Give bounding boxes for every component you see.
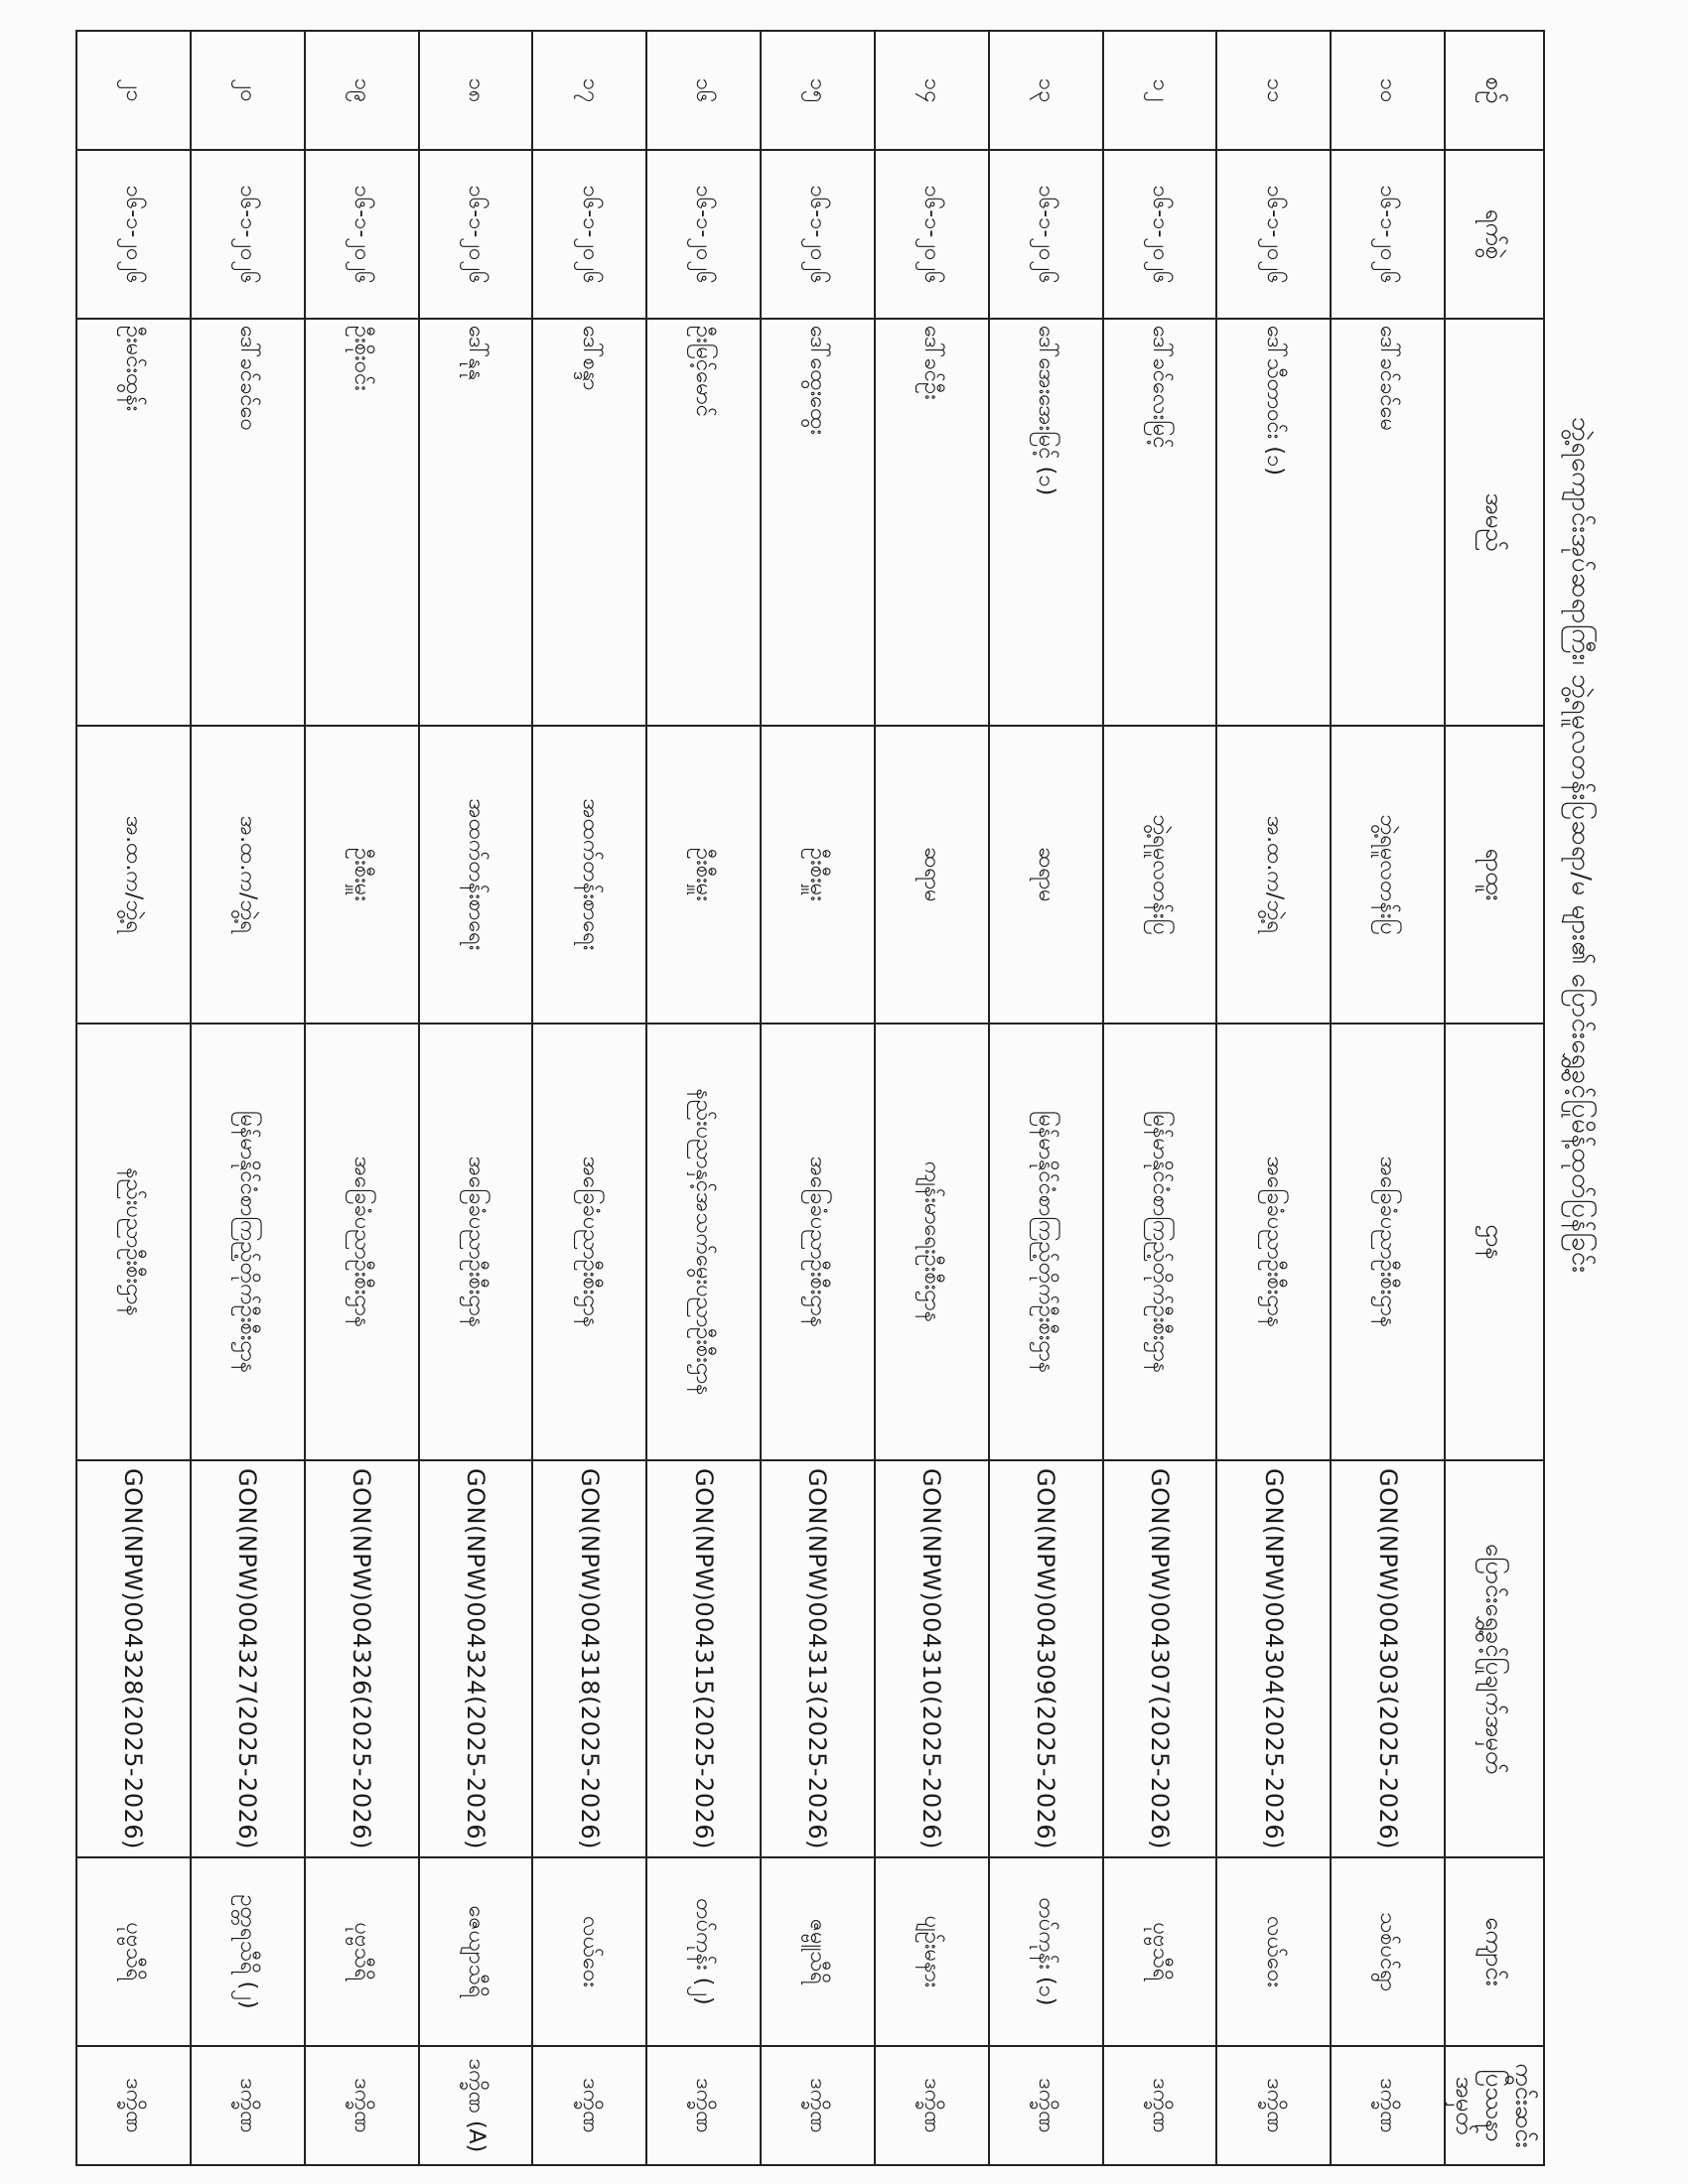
row-rank: ဦးစီးမှူး [305, 726, 419, 1024]
row-permit-number: GON(NPW)004326(2025-2026) [305, 1460, 419, 1857]
row-school: ပုဗ္ဗသီရိ [76, 1857, 191, 2046]
row-department: အခြေခံပညာဦးစီးဌာန [305, 1024, 419, 1460]
row-area: ဒက္ခိဏ [191, 2046, 305, 2165]
row-name: ဒေါ်ခင်ခင်ဝေ [191, 319, 305, 726]
row-permit-number: GON(NPW)004327(2025-2026) [191, 1460, 305, 1857]
row-name: ဒေါ်သီတာဝင်း (၁) [1216, 319, 1331, 726]
row-date: ၁၆-၁-၂၀၂၆ [646, 150, 761, 319]
row-date: ၁၆-၁-၂၀၂၆ [76, 150, 191, 319]
row-area: ဒက္ခိဏ [646, 2046, 761, 2165]
row-area: ဒက္ခိဏ [76, 2046, 191, 2165]
row-name: ဒေါ်အေးအေးမြင့် (၁) [989, 319, 1103, 726]
document-title: ဘွဲ့ရကျောင်းအုပ်ဆရာကြီး၊ ဘွဲ့ရမူလတန်းပြဆရာ/မ များ၏ ပြောင်းရွှေ့ခွင့်ပြုမိန့်ထုတ်ပြန်ခြင်း [1566, 417, 1596, 1274]
row-date: ၁၆-၁-၂၀၂၆ [761, 150, 875, 319]
row-department: အခြေခံပညာဦးစီးဌာန [1216, 1024, 1331, 1460]
row-school: ဇမ္ဗူသီရိ [761, 1857, 875, 2046]
row-rank: ဆရာမ [989, 726, 1103, 1024]
header-cell: ရာထူး [1445, 726, 1544, 1024]
row-date: ၁၆-၁-၂၀၂၆ [989, 150, 1103, 319]
table-row [1216, 31, 1331, 2165]
row-date: ၁၆-၁-၂၀၂၆ [191, 150, 305, 319]
table-row [1331, 31, 1445, 2165]
header-cell: ရက်စွဲ [1445, 150, 1544, 319]
table-row [1103, 31, 1217, 2165]
row-name: ဒေါ်ထွေးထွေး [761, 319, 875, 726]
table-row [875, 31, 989, 2165]
row-department: နည်းပညာနှင့်အသက်မွေးပညာဦးစီးဌာန [646, 1024, 761, 1460]
row-rank: အ.ထ.က/ဘွဲ့ရ [191, 726, 305, 1024]
row-department: နည်းပညာဦးစီးဌာန [76, 1024, 191, 1460]
row-school: ပုဗ္ဗသီရိ [305, 1857, 419, 2046]
row-school: သစ်ပင်ရွာ [1331, 1857, 1445, 2046]
row-rank: အထက်တန်းစာရေး [419, 726, 533, 1024]
row-permit-number: GON(NPW)004307(2025-2026) [1103, 1460, 1217, 1857]
row-school: ပျဉ်းမနား [875, 1857, 989, 2046]
table-row [191, 31, 305, 2165]
row-permit-number: GON(NPW)004318(2025-2026) [532, 1460, 646, 1857]
row-rank: အ.ထ.က/ဘွဲ့ရ [76, 726, 191, 1024]
row-rank: ဘွဲ့ရမူလတန်းပြ [1331, 726, 1445, 1024]
row-name: ဦးမြင့်မောင် [646, 319, 761, 726]
row-department: အခြေခံပညာဦးစီးဌာန [419, 1024, 533, 1460]
row-number: ၁၈ [419, 31, 533, 150]
row-permit-number: GON(NPW)004313(2025-2026) [761, 1460, 875, 1857]
row-date: ၁၆-၁-၂၀၂၆ [1216, 150, 1331, 319]
row-permit-number: GON(NPW)004324(2025-2026) [419, 1460, 533, 1857]
row-department: အခြေခံပညာဦးစီးဌာန [761, 1024, 875, 1460]
row-school: လယ်ဝေး [1216, 1857, 1331, 2046]
table-row [419, 31, 533, 2165]
header-row [1445, 31, 1544, 2165]
transfer-table [75, 30, 1545, 2166]
row-rank: ဦးစီးမှူး [646, 726, 761, 1024]
row-permit-number: GON(NPW)004315(2025-2026) [646, 1460, 761, 1857]
row-name: ဦးမင်းထွန်း [76, 319, 191, 726]
row-department: မြန်မာနိုင်ငံစာကြည့်တိုက်ဦးစီးဌာန [191, 1024, 305, 1460]
table-row [761, 31, 875, 2165]
row-number: ၁၁ [1216, 31, 1331, 150]
row-permit-number: GON(NPW)004309(2025-2026) [989, 1460, 1103, 1857]
row-rank: အထက်တန်းစာရေး [532, 726, 646, 1024]
row-number: ၁၇ [532, 31, 646, 150]
row-permit-number: GON(NPW)004303(2025-2026) [1331, 1460, 1445, 1857]
row-department: မြန်မာနိုင်ငံစာကြည့်တိုက်ဦးစီးဌာန [989, 1024, 1103, 1460]
row-department: ကျန်းမာရေးဦးစီးဌာန [875, 1024, 989, 1460]
header-cell: ကွင်းဆင်းပြဿနာအမှတ် [1445, 2046, 1544, 2165]
row-school: ပုဗ္ဗသီရိ [1103, 1857, 1217, 2046]
row-rank: အ.ထ.က/ဘွဲ့ရ [1216, 726, 1331, 1024]
row-area: ဒက္ခိဏ [875, 2046, 989, 2165]
table-row [76, 31, 191, 2165]
row-area: ဒက္ခိဏ (A) [419, 2046, 533, 2165]
row-number: ၁၆ [646, 31, 761, 150]
row-number: ၂၁ [76, 31, 191, 150]
header-cell: ကျောင်း [1445, 1857, 1544, 2046]
row-rank: ဆရာမ [875, 726, 989, 1024]
row-number: ၁၀ [1331, 31, 1445, 150]
row-school: လယ်ဝေး [532, 1857, 646, 2046]
table-row [989, 31, 1103, 2165]
row-department: အခြေခံပညာဦးစီးဌာန [532, 1024, 646, 1460]
row-date: ၁၆-၁-၂၀၂၆ [875, 150, 989, 319]
row-school: ဥတ္တရသီရိ (၂) [191, 1857, 305, 2046]
row-number: ၁၄ [875, 31, 989, 150]
row-name: ဒေါ်ခင်ခင်မေ [1331, 319, 1445, 726]
row-date: ၁၆-၁-၂၀၂၆ [1331, 150, 1445, 319]
row-permit-number: GON(NPW)004328(2025-2026) [76, 1460, 191, 1857]
row-area: ဒက္ခိဏ [1331, 2046, 1445, 2165]
row-rank: ဘွဲ့ရမူလတန်းပြ [1103, 726, 1217, 1024]
row-area: ဒက္ခိဏ [532, 2046, 646, 2165]
rotated-table-wrapper [75, 30, 1545, 2164]
header-cell: အမည် [1445, 319, 1544, 726]
row-school: တပ်ကုန်း (၁) [989, 1857, 1103, 2046]
row-area: ဒက္ခိဏ [1103, 2046, 1217, 2165]
row-permit-number: GON(NPW)004310(2025-2026) [875, 1460, 989, 1857]
table-row [532, 31, 646, 2165]
row-name: ဒေါ်စန္ဒာ [532, 319, 646, 726]
row-rank: ဦးစီးမှူး [761, 726, 875, 1024]
row-area: ဒက္ခိဏ [989, 2046, 1103, 2165]
header-cell: စဉ် [1445, 31, 1544, 150]
row-area: ဒက္ခိဏ [305, 2046, 419, 2165]
row-name: ဒေါ်နုနု [419, 319, 533, 726]
row-number: ၁၃ [989, 31, 1103, 150]
header-cell: ပြောင်းရွှေ့ခွင့်ပြုချက်အမှတ် [1445, 1460, 1544, 1857]
table-row [646, 31, 761, 2165]
row-department: မြန်မာနိုင်ငံစာကြည့်တိုက်ဦးစီးဌာန [1103, 1024, 1217, 1460]
row-date: ၁၆-၁-၂၀၂၆ [532, 150, 646, 319]
row-name: ဦးစိုးဝင်း [305, 319, 419, 726]
row-school: ဇေယျာသီရိ [419, 1857, 533, 2046]
row-name: ဒေါ်ခင်ဦး [875, 319, 989, 726]
row-department: အခြေခံပညာဦးစီးဌာန [1331, 1024, 1445, 1460]
row-school: တပ်ကုန်း (၂) [646, 1857, 761, 2046]
row-number: ၁၅ [761, 31, 875, 150]
row-number: ၁၉ [305, 31, 419, 150]
row-date: ၁၆-၁-၂၀၂၆ [1103, 150, 1217, 319]
table-row [305, 31, 419, 2165]
row-date: ၁၆-၁-၂၀၂၆ [419, 150, 533, 319]
row-number: ၂၀ [191, 31, 305, 150]
row-permit-number: GON(NPW)004304(2025-2026) [1216, 1460, 1331, 1857]
row-name: ဒေါ်ခင်လေးမြင့် [1103, 319, 1217, 726]
header-cell: ဌာန [1445, 1024, 1544, 1460]
row-area: ဒက္ခိဏ [761, 2046, 875, 2165]
row-date: ၁၆-၁-၂၀၂၆ [305, 150, 419, 319]
row-area: ဒက္ခိဏ [1216, 2046, 1331, 2165]
row-number: ၁၂ [1103, 31, 1217, 150]
